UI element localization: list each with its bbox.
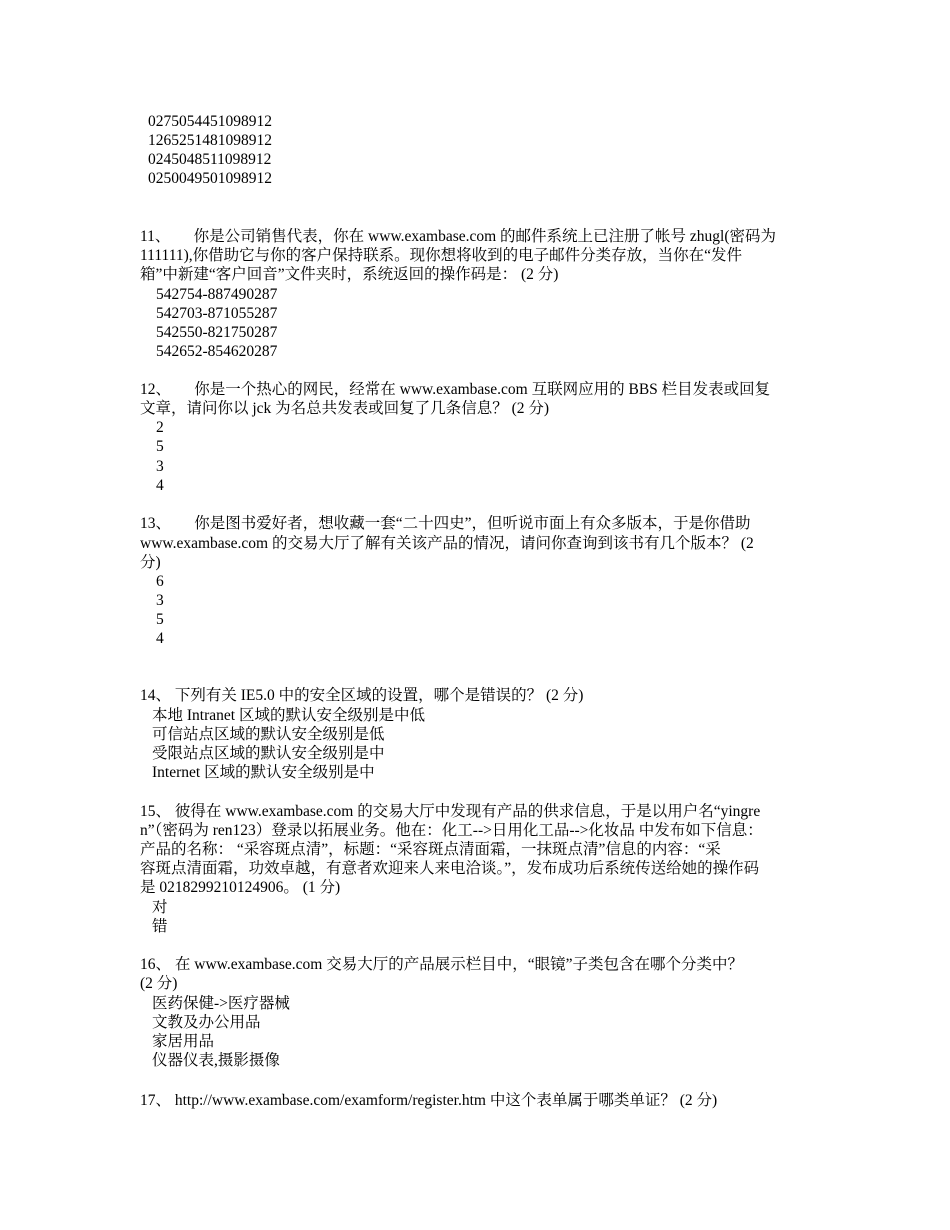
question-17-line: 17、 http://www.exambase.com/examform/register.htm 中这个表单属于哪类单证？ (2 分): [140, 1092, 718, 1109]
question-11-line: 箱”中新建“客户回音”文件夹时，系统返回的操作码是： (2 分): [140, 266, 559, 283]
option-text: 5: [156, 438, 164, 455]
option-text: 错: [152, 918, 168, 935]
option-text: 对: [152, 899, 168, 916]
option-text: 5: [156, 611, 164, 628]
question-13-line: www.exambase.com 的交易大厅了解有关该产品的情况，请问你查询到该书有几个版本？ (2: [140, 535, 754, 552]
option-text: 0245048511098912: [148, 151, 272, 168]
question-16-line: 16、 在 www.exambase.com 交易大厅的产品展示栏目中，“眼镜”子类包含在哪个分类中？: [140, 956, 744, 973]
option-text: 4: [156, 630, 164, 647]
option-text: 可信站点区域的默认安全级别是低: [152, 726, 385, 743]
option-text: 家居用品: [152, 1033, 215, 1050]
question-15-line: 是 0218299210124906。 (1 分): [140, 879, 341, 896]
option-text: 1265251481098912: [148, 132, 272, 149]
option-text: 0275054451098912: [148, 113, 272, 130]
question-11-line: 111111),你借助它与你的客户保持联系。现你想将收到的电子邮件分类存放，当你在“发件: [140, 247, 743, 264]
question-13-line: 13、 你是图书爱好者，想收藏一套“二十四史”，但听说市面上有众多版本，于是你借助: [140, 515, 751, 532]
option-text: 本地 Intranet 区域的默认安全级别是中低: [152, 707, 425, 724]
question-11-line: 11、 你是公司销售代表，你在 www.exambase.com 的邮件系统上已注册了帐号 zhugl(密码为: [140, 228, 777, 245]
option-text: 542703-871055287: [156, 305, 278, 322]
question-15-line: 产品的名称： “采容斑点清”，标题：“采容斑点清面霜，一抹斑点清”信息的内容：“采: [140, 841, 721, 858]
option-text: 6: [156, 573, 164, 590]
option-text: 4: [156, 477, 164, 494]
option-text: 0250049501098912: [148, 170, 272, 187]
option-text: 542754-887490287: [156, 286, 278, 303]
question-12-line: 12、 你是一个热心的网民，经常在 www.exambase.com 互联网应用的 BBS 栏目发表或回复: [140, 381, 771, 398]
question-15-line: 容斑点清面霜，功效卓越，有意者欢迎来人来电洽谈。”，发布成功后系统传送给她的操作码: [140, 860, 760, 877]
option-text: 受限站点区域的默认安全级别是中: [152, 745, 385, 762]
question-15-line: n”（密码为 ren123）登录以拓展业务。他在：化工-->日用化工品-->化妆品 中发布如下信息：: [140, 822, 763, 839]
question-15-line: 15、 彼得在 www.exambase.com 的交易大厅中发现有产品的供求信息，于是以用户名“yingre: [140, 803, 761, 820]
option-text: 仪器仪表,摄影摄像: [152, 1052, 280, 1069]
question-13-line: 分): [140, 554, 161, 571]
option-text: 文教及办公用品: [152, 1014, 261, 1031]
option-text: 3: [156, 592, 164, 609]
option-text: 3: [156, 458, 164, 475]
question-12-line: 文章，请问你以 jck 为名总共发表或回复了几条信息？ (2 分): [140, 400, 550, 417]
option-text: 542652-854620287: [156, 343, 278, 360]
option-text: Internet 区域的默认安全级别是中: [152, 764, 375, 781]
option-text: 医药保健->医疗器械: [152, 995, 290, 1012]
option-text: 2: [156, 419, 164, 436]
option-text: 542550-821750287: [156, 324, 278, 341]
question-16-line: (2 分): [140, 975, 178, 992]
question-14-line: 14、 下列有关 IE5.0 中的安全区域的设置，哪个是错误的？ (2 分): [140, 687, 584, 704]
